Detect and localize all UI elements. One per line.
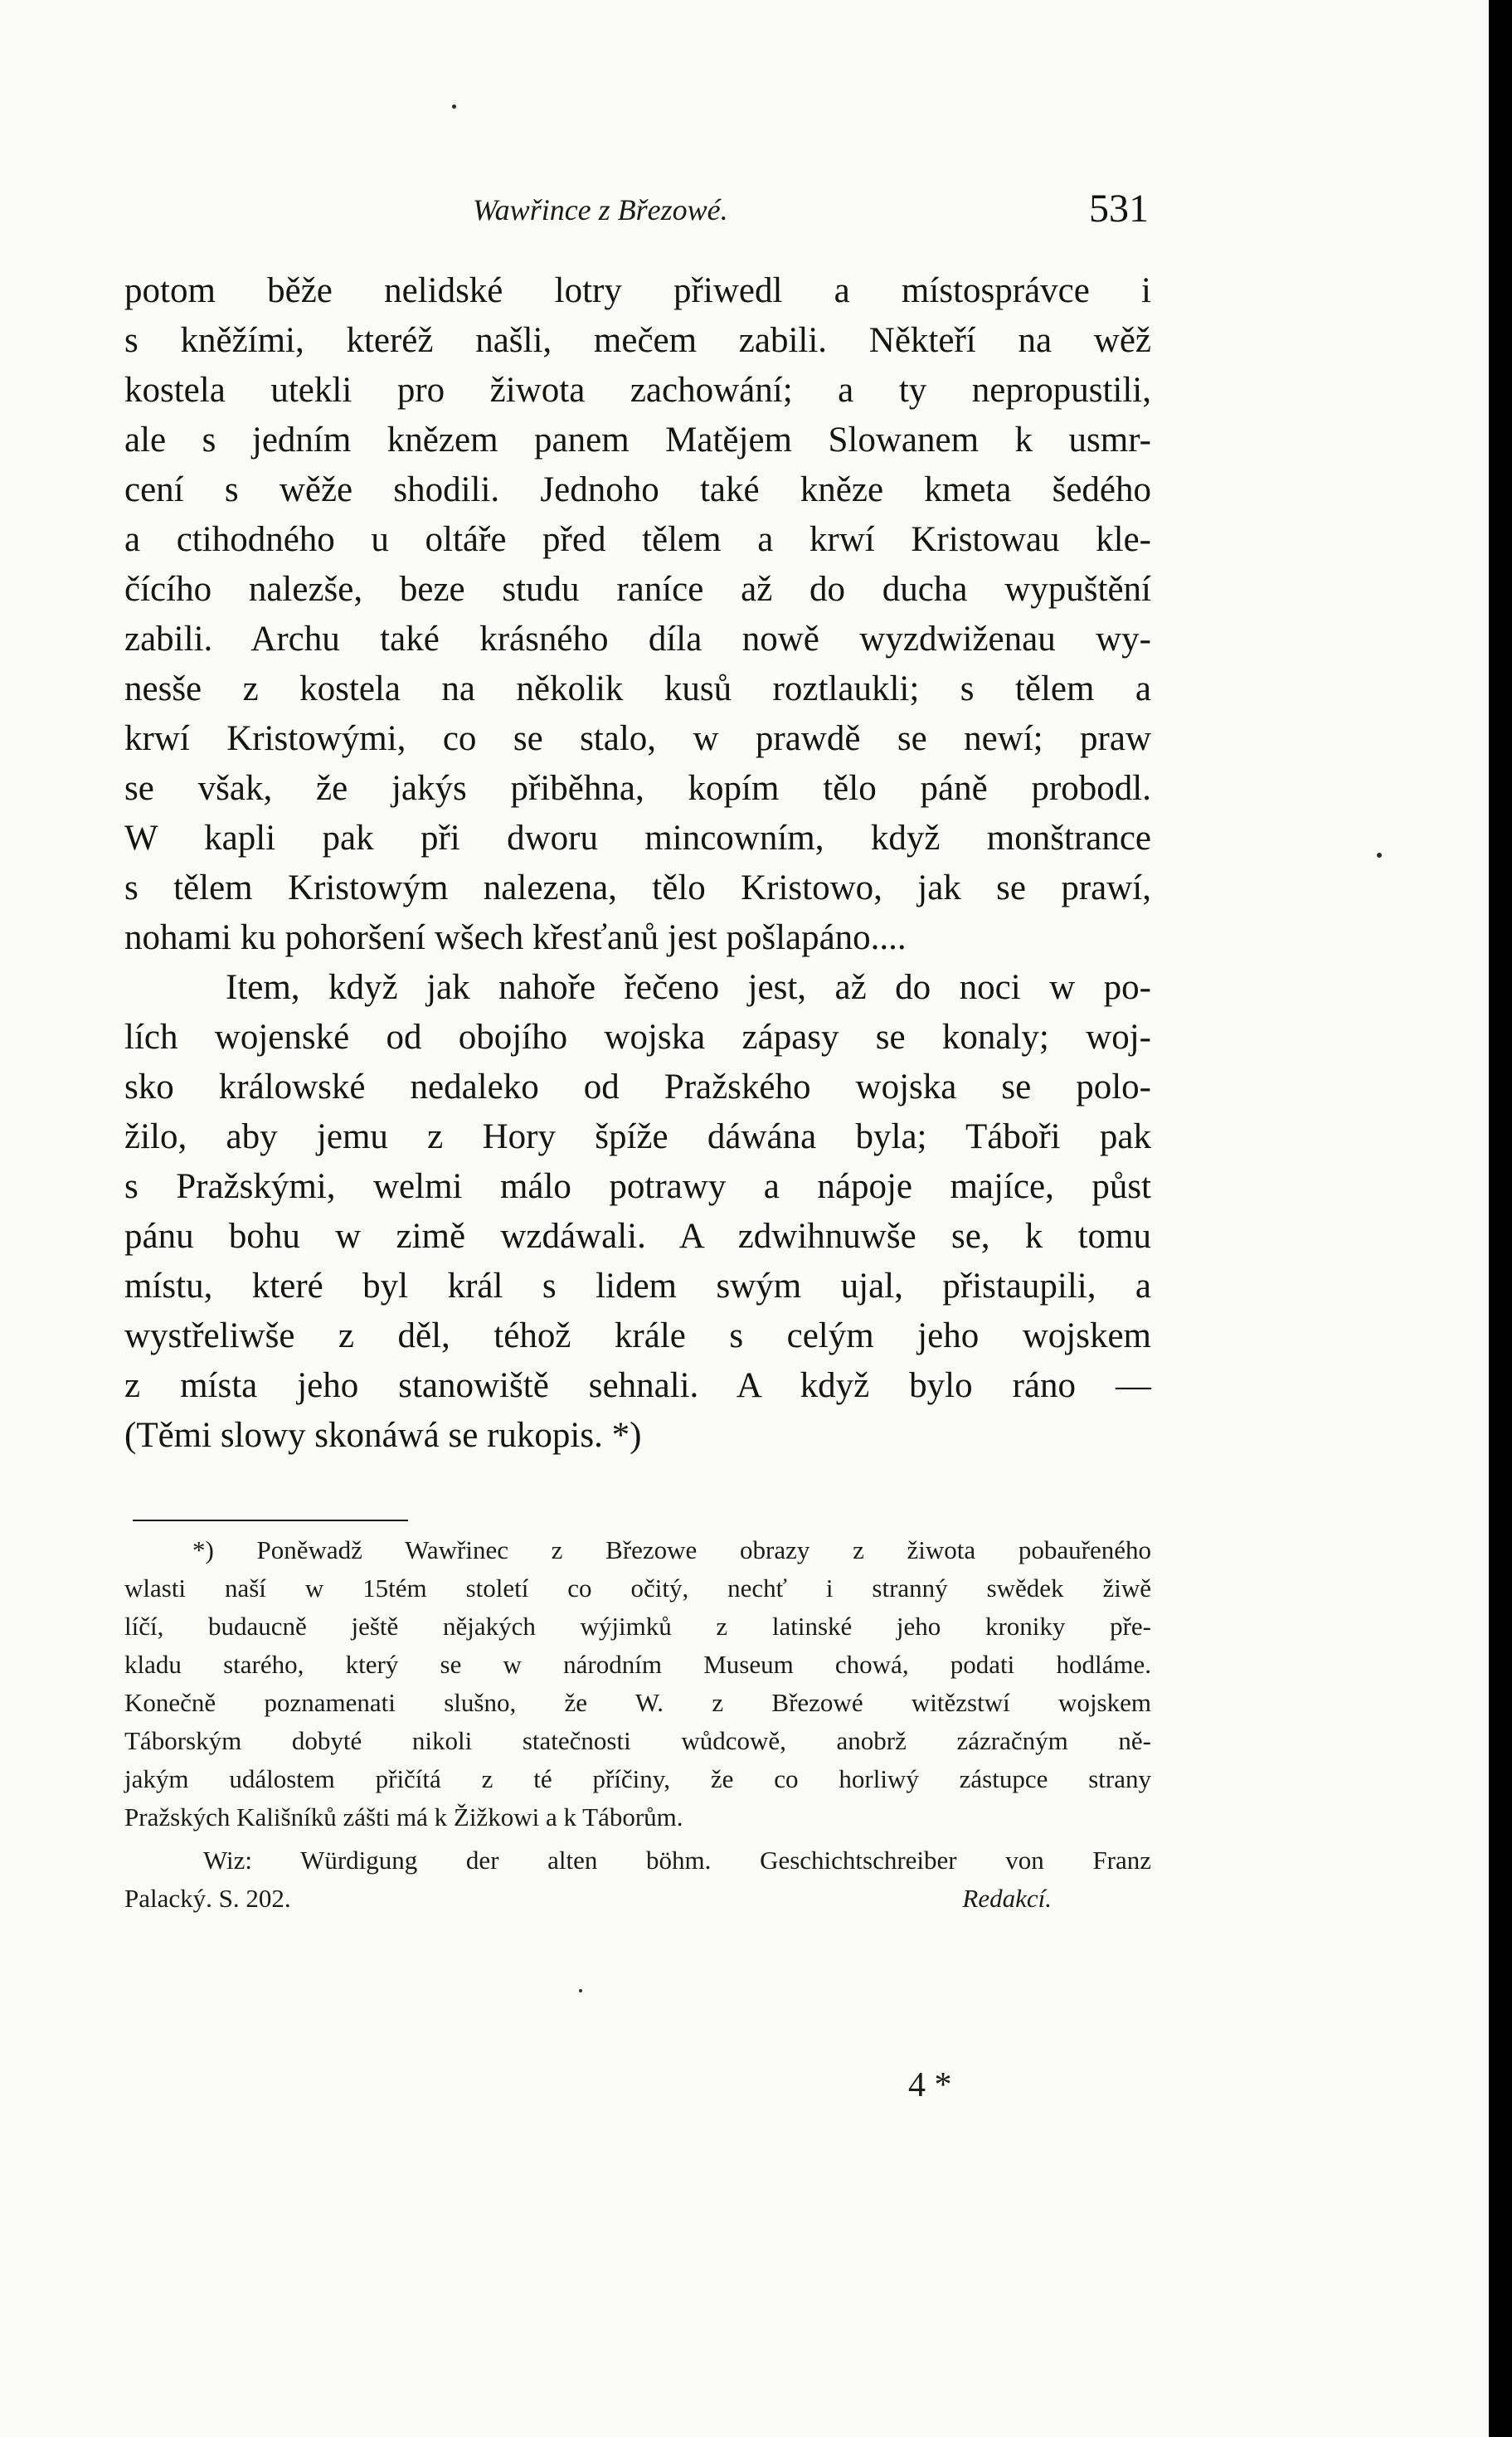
ink-speck <box>579 1989 582 1992</box>
text-line: (Těmi slowy skonáwá se rukopis. *) <box>124 1416 642 1455</box>
footnote-line: kladu starého, který se w národním Museum chowá, podati hodláme. <box>124 1650 1151 1679</box>
footnote-line: wlasti naší w 15tém století co očitý, nechť i stranný swědek žiwě <box>124 1574 1151 1603</box>
footnote-line: Pražských Kališníků zášti má k Žižkowi a k Táborům. <box>124 1802 683 1831</box>
text-line: čícího nalezše, beze studu raníce až do ducha wypuštění <box>124 570 1151 609</box>
text-line: z místa jeho stanowiště sehnali. A když bylo ráno — <box>124 1366 1151 1405</box>
sheet-signature: 4 * <box>908 2066 952 2104</box>
ink-speck <box>1377 853 1382 858</box>
text-line: s kněžími, kteréž našli, mečem zabili. Někteří na wěž <box>124 321 1151 360</box>
text-line: Item, když jak nahoře řečeno jest, až do noci w po- <box>226 968 1151 1007</box>
footnote-line: líčí, budaucně ještě nějakých wýjimků z latinské jeho kroniky pře- <box>124 1612 1151 1641</box>
text-line: potom běže nelidské lotry přiwedl a místosprávce i <box>124 271 1151 310</box>
footnote-line: Táborským dobyté nikoli statečnosti wůdcowě, anobrž zázračným ně- <box>124 1726 1151 1755</box>
text-line: místu, které byl král s lidem swým ujal, přistaupili, a <box>124 1267 1151 1306</box>
footnote-line: *) Poněwadž Wawřinec z Březowe obrazy z žiwota pobauřeného <box>192 1535 1151 1564</box>
text-line: žilo, aby jemu z Hory špíže dáwána byla; Táboři pak <box>124 1117 1151 1156</box>
text-line: pánu bohu w zimě wzdáwali. A zdwihnuwše se, k tomu <box>124 1217 1151 1256</box>
ink-speck <box>452 105 456 109</box>
footnote-line: Konečně poznamenati slušno, že W. z Březowé witězstwí wojskem <box>124 1688 1151 1717</box>
text-line: ale s jedním knězem panem Matějem Slowanem k usmr- <box>124 421 1151 460</box>
footnote-line: jakým událostem přičítá z té příčiny, že co horliwý zástupce strany <box>124 1764 1151 1793</box>
scan-border <box>1489 0 1512 2437</box>
text-line: nohami ku pohoršení wšech křesťanů jest pošlapáno.... <box>124 918 907 957</box>
text-line: s tělem Kristowým nalezena, tělo Kristowo, jak se prawí, <box>124 868 1151 907</box>
text-line: kostela utekli pro žiwota zachowání; a ty nepropustili, <box>124 371 1151 410</box>
text-line: s Pražskými, welmi málo potrawy a nápoje majíce, půst <box>124 1167 1151 1206</box>
text-line: W kapli pak při dworu mincowním, když monštrance <box>124 819 1151 858</box>
text-line: se však, že jakýs přiběhna, kopím tělo páně probodl. <box>124 769 1151 808</box>
source-line <box>124 1880 1151 1918</box>
text-line: sko králowské nedaleko od Pražského wojska se polo- <box>124 1068 1151 1107</box>
reference-line: Wiz: Würdigung der alten böhm. Geschichtschreiber von Franz <box>203 1846 1151 1875</box>
main-text <box>124 266 1151 1461</box>
text-line: zabili. Archu také krásného díla nowě wyzdwiženau wy- <box>124 620 1151 659</box>
text-line: cení s wěže shodili. Jednoho také kněze kmeta šedého <box>124 470 1151 509</box>
text-line: lích wojenské od obojího wojska zápasy se konaly; woj- <box>124 1018 1151 1057</box>
page-number: 531 <box>1089 187 1149 231</box>
text-line: a ctihodného u oltáře před tělem a krwí Kristowau kle- <box>124 520 1151 559</box>
text-line: nesše z kostela na několik kusů roztlaukli; s tělem a <box>124 669 1151 708</box>
editor-signature: Redakcí. <box>962 1884 1052 1913</box>
running-head: Wawřince z Březowé. <box>473 193 728 226</box>
text-line: krwí Kristowými, co se stalo, w prawdě se newí; praw <box>124 719 1151 758</box>
footnote <box>124 1531 1151 1918</box>
source-text: Palacký. S. 202. <box>124 1884 291 1913</box>
text-line: wystřeliwše z děl, téhož krále s celým jeho wojskem <box>124 1316 1151 1355</box>
footnote-rule <box>133 1520 408 1521</box>
